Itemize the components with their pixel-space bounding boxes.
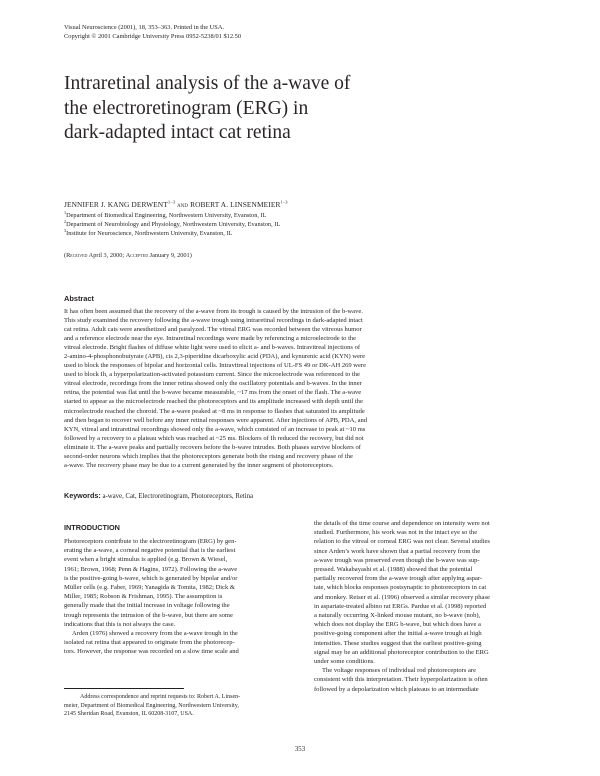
abstract-line: a-wave. The recovery phase may be due to a current generated by the inner segment of photoreceptors. bbox=[64, 461, 334, 469]
body-line: Müller cells (e.g. Faber, 1969; Yanagida & Tomita, 1982; Dick & bbox=[64, 584, 235, 592]
abstract-line: microelectrode reached the choroid. The a-wave peaked at ~8 ms in response to flashes that saturated its amplitude bbox=[64, 407, 365, 415]
body-line: which does not display the ERG b-wave, but which does have a bbox=[314, 621, 481, 629]
author-affil-sup: 1–3 bbox=[280, 199, 288, 205]
abstract-line: This study examined the recovery following the a-wave trough using intraretinal recordings in dark-adapted intact bbox=[64, 317, 363, 325]
body-line: studied. Furthermore, his work was not in the intact eye so the bbox=[314, 529, 478, 537]
body-line: Photoreceptors contribute to the electroretinogram (ERG) by gen- bbox=[64, 538, 237, 545]
accepted-label: Accepted bbox=[125, 252, 149, 259]
body-line: under some conditions. bbox=[314, 658, 375, 666]
footnote-line: Address correspondence and reprint requests to: Robert A. Linsen- bbox=[80, 694, 241, 700]
body-line: erating the a-wave, a corneal negative potential that is the earliest bbox=[64, 547, 236, 555]
keywords bbox=[64, 491, 253, 500]
body-line: The voltage responses of individual rod photoreceptors are bbox=[322, 667, 476, 675]
correspondence-footnote bbox=[64, 693, 241, 719]
body-line: a naturally occurring X-linked mouse mutant, no b-wave (nob), bbox=[314, 612, 481, 620]
footnote-divider bbox=[64, 688, 184, 689]
body-line: signal may be an additional photoreceptor contribution to the ERG bbox=[314, 648, 489, 656]
footnote-line: meier, Department of Biomedical Engineering, Northwestern University, bbox=[64, 702, 239, 709]
abstract-line: eliminate it. The a-wave peaks and partially recovers before the b-wave intrudes. Both phases survive blockers of bbox=[64, 443, 361, 451]
keywords-label: Keywords: bbox=[64, 491, 101, 500]
body-line: indications that this is not always the case. bbox=[64, 620, 176, 628]
received-date: April 3, 2000; bbox=[88, 252, 125, 259]
copyright-line: Copyright © 2001 Cambridge University Press 0952-5238/01 $12.50 bbox=[64, 32, 242, 40]
body-line: positive-going component after the initial a-wave trough at high bbox=[314, 630, 482, 638]
abstract-line: retina, the potential was flat until the b-wave became measurable, ~17 ms from the onset of the flash. The a-wave bbox=[64, 389, 362, 397]
intro-left-column bbox=[64, 537, 296, 657]
body-line: in aspartate-treated albino rat ERGs. Pardue et al. (1998) reported bbox=[314, 602, 487, 610]
body-line: is the positive-going b-wave, which is generated by bipolar and/or bbox=[64, 574, 238, 582]
abstract-line: followed by a recovery to a plateau which was reached at ~25 ms. Blockers of Ih reduced the recovery, but did not bbox=[64, 434, 364, 442]
author-list bbox=[64, 200, 288, 210]
abstract-line: used to block the responses of bipolar and horizontal cells. Intravitreal injections of UL-FS 49 or DK-AH 269 were bbox=[64, 362, 366, 370]
received-label: Received bbox=[66, 252, 88, 259]
body-line: partially recovered from the a-wave trough after applying aspar- bbox=[314, 575, 483, 583]
body-line: since Arden’s work have shown that a partial recovery from the bbox=[314, 547, 481, 555]
body-line: and monkey. Reiser et al. (1996) observed a similar recovery phase bbox=[314, 593, 490, 601]
body-line: relation to the vitreal or corneal ERG was not clear. Several studies bbox=[314, 538, 490, 546]
body-line: the details of the time course and dependence on intensity were not bbox=[314, 520, 490, 527]
abstract-line: started to appear as the microelectrode reached the photoreceptors and its amplitude increased with depth until the bbox=[64, 398, 363, 406]
introduction-heading: INTRODUCTION bbox=[64, 523, 120, 532]
abstract-line: second-order neurons which implies that the photoreceptors generate both the rising and recovery phase of the bbox=[64, 452, 353, 460]
abstract-line: vitreal electrode. Bright flashes of diffuse white light were used to elicit a- and b-waves. Intravitreal injections of bbox=[64, 344, 361, 352]
body-line: isolated rat retina that appeared to originate from the photorecep- bbox=[64, 639, 235, 647]
title-line: dark-adapted intact cat retina bbox=[64, 122, 291, 143]
abstract-line: used to block Ih, a hyperpolarization-activated potassium current. Since the microelectrode was referenced to the bbox=[64, 371, 360, 379]
body-line: event when a bright stimulus is applied (e.g. Brown & Wiesel, bbox=[64, 556, 228, 564]
author-affil-sup: 1–3 bbox=[167, 199, 176, 205]
author-name: ROBERT A. LINSENMEIER bbox=[190, 200, 281, 209]
intro-right-column bbox=[314, 519, 546, 694]
page-number: 353 bbox=[294, 746, 306, 753]
body-line: pressed. Wakabayashi et al. (1988) showed that the potential bbox=[314, 566, 473, 574]
author-conjunction: and bbox=[176, 200, 189, 209]
article-title bbox=[64, 72, 444, 146]
body-line: trough represents the intrusion of the b-wave, but there are some bbox=[64, 611, 233, 619]
abstract-line: 2-amino-4-phosphonobutyrate (APB), cis 2,3-piperidine dicarboxylic acid (PDA), and kynurenic acid (KYN) were bbox=[64, 353, 366, 361]
body-line: Arden (1976) showed a recovery from the a-wave trough in the bbox=[72, 630, 238, 638]
affiliation-item: $^3$Institute for Neuroscience, Northwestern University, Evanston, IL bbox=[64, 227, 233, 237]
body-line: intensities. These studies suggest that the earliest positive-going bbox=[314, 639, 482, 647]
affiliations bbox=[64, 209, 281, 239]
body-line: Miller, 1985; Robson & Frishman, 1995). The assumption is bbox=[64, 593, 223, 601]
abstract-line: KYN, vitreal and intraretinal recordings showed only the a-wave, which consisted of an increase to peak at ~10 ms bbox=[64, 425, 366, 433]
abstract-line: vitreal electrode, recordings from the inner retina showed only the oscillatory potentials and b-waves. In the inner bbox=[64, 380, 362, 388]
abstract-line: cat retina. Adult cats were anesthetized and paralyzed. The vitreal ERG was recorded between the vitreous humor bbox=[64, 326, 362, 334]
abstract-body bbox=[64, 307, 538, 470]
affiliation-item: $^1$Department of Biomedical Engineering, Northwestern University, Evanston, IL bbox=[64, 209, 267, 219]
journal-citation-line: Visual Neuroscience (2001), 18, 353–363. Printed in the USA. bbox=[64, 24, 225, 31]
received-dates: (Received April 3, 2000; Accepted January 9, 2001) bbox=[64, 252, 192, 259]
body-line: followed by a depolarization which plateaus to an intermediate bbox=[314, 685, 479, 693]
body-line: 1961; Brown, 1968; Penn & Hagins, 1972). Following the a-wave bbox=[64, 565, 238, 573]
abstract-line: It has often been assumed that the recovery of the a-wave from its trough is caused by the intrusion of the b-wave. bbox=[64, 308, 363, 315]
title-line: Intraretinal analysis of the a-wave of bbox=[64, 73, 351, 94]
title-line: the electroretinogram (ERG) in bbox=[64, 97, 309, 119]
keywords-list: a-wave, Cat, Electroretinogram, Photoreceptors, Retina bbox=[102, 493, 254, 500]
author-name: JENNIFER J. KANG DERWENT bbox=[64, 200, 168, 209]
abstract-line: and a reference electrode near the eye. Intraretinal recordings were made by referencing a microelectrode to the bbox=[64, 335, 357, 343]
accepted-date: January 9, 2001 bbox=[149, 252, 190, 259]
abstract-line: and then began to recover well before any inner retinal responses were apparent. After injections of APB, PDA, and bbox=[64, 416, 368, 424]
body-line: a-wave trough was preserved even though the b-wave was sup- bbox=[314, 556, 480, 564]
journal-citation bbox=[64, 24, 241, 41]
body-line: generally made that the initial increase in voltage following the bbox=[64, 602, 230, 610]
body-line: consistent with this interpretation. Their hyperpolarization is often bbox=[314, 676, 488, 684]
footnote-line: 2145 Sheridan Road, Evanston, IL 60208-3107, USA. bbox=[64, 711, 194, 717]
body-line: tors. However, the response was recorded on a slow time scale and bbox=[64, 648, 239, 656]
abstract-heading: Abstract bbox=[64, 294, 94, 303]
affiliation-item: $^2$Department of Neurobiology and Physiology, Northwestern University, Evanston, IL bbox=[64, 218, 281, 228]
body-line: tate, which blocks responses postsynaptic to photoreceptors in cat bbox=[314, 584, 487, 592]
